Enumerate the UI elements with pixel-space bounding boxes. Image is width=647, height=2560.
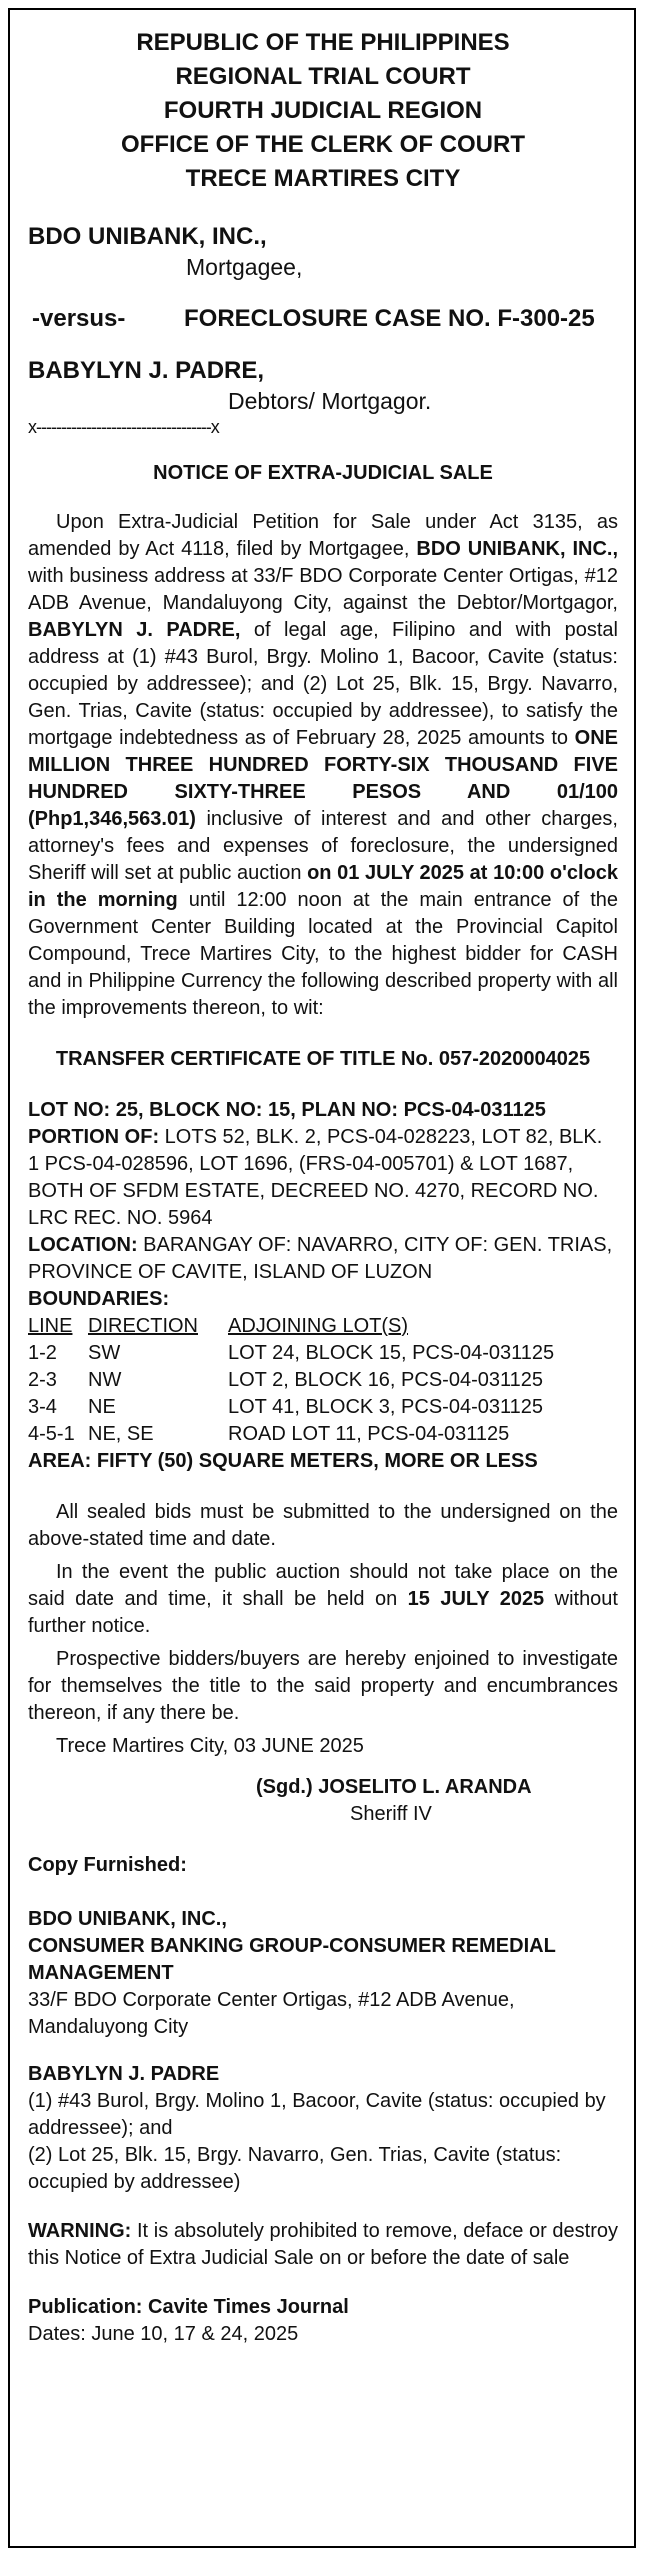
location-label: LOCATION:	[28, 1234, 138, 1256]
warning-label: WARNING:	[28, 2220, 132, 2242]
recipient-1-address: 33/F BDO Corporate Center Ortigas, #12 ADB Avenue, Mandaluyong City	[28, 1989, 515, 2038]
header-line-2: REGIONAL TRIAL COURT	[175, 63, 471, 90]
bidders-paragraph: Prospective bidders/buyers are hereby enjoined to investigate for themselves the title to the said property and encumbrances thereon, if any there be.	[28, 1648, 618, 1724]
notice-document	[28, 26, 618, 2348]
publication-label: Publication: Cavite Times Journal	[28, 2296, 349, 2318]
row-line: 2-3	[28, 1369, 57, 1391]
postponement-text-1: In the event the public auction should not take place on the said date and time, it shall be held on	[28, 1561, 618, 1610]
portion-text: LOTS 52, BLK. 2, PCS-04-028223, LOT 82, BLK. 1 PCS-04-028596, LOT 1696, (FRS-04-005701) & LOT 1687, BOTH OF SFDM ESTATE, DECREED NO. 4270, RECORD NO. LRC REC. NO. 5964	[28, 1126, 603, 1229]
case-line	[28, 304, 618, 334]
plaintiff-name: BDO UNIBANK, INC.,	[28, 223, 267, 250]
row-direction: NE, SE	[88, 1423, 154, 1445]
col-direction: DIRECTION	[88, 1315, 198, 1337]
recipient-1-department: CONSUMER BANKING GROUP-CONSUMER REMEDIAL MANAGEMENT	[28, 1935, 556, 1984]
court-header	[28, 26, 618, 196]
mortgagee-name: BDO UNIBANK, INC.,	[416, 538, 619, 560]
row-direction: NW	[88, 1369, 122, 1391]
col-line: LINE	[28, 1315, 73, 1337]
indebtedness-amount: ONE MILLION THREE HUNDRED FORTY-SIX THOUSAND FIVE HUNDRED SIXTY-THREE PESOS AND 01/100 (Php1,346,563.01)	[28, 727, 618, 830]
row-direction: NE	[88, 1396, 116, 1418]
row-adjoining: LOT 24, BLOCK 15, PCS-04-031125	[228, 1342, 555, 1364]
recipient-2-name: BABYLYN J. PADRE	[28, 2063, 220, 2085]
location	[28, 1232, 618, 1286]
table-row	[28, 1340, 618, 1367]
row-adjoining: LOT 2, BLOCK 16, PCS-04-031125	[228, 1369, 543, 1391]
table-row	[28, 1367, 618, 1394]
recipient-2-address-1: (1) #43 Burol, Brgy. Molino 1, Bacoor, Cavite (status: occupied by addressee); and	[28, 2090, 606, 2139]
tct-title: TRANSFER CERTIFICATE OF TITLE No. 057-2020004025	[55, 1048, 591, 1070]
row-line: 4-5-1	[28, 1423, 75, 1445]
body-paragraph	[28, 509, 618, 1022]
recipient-2-address-2: (2) Lot 25, Blk. 15, Brgy. Navarro, Gen. Trias, Cavite (status: occupied by addressee)	[28, 2144, 562, 2193]
case-number: FORECLOSURE CASE NO. F-300-25	[184, 305, 595, 332]
row-line: 3-4	[28, 1396, 57, 1418]
second-auction-date: 15 JULY 2025	[407, 1588, 545, 1610]
caption-separator: x-----------------------------------x	[28, 417, 219, 437]
postponement-paragraph	[28, 1559, 618, 1640]
table-row	[28, 1394, 618, 1421]
publication-dates: Dates: June 10, 17 & 24, 2025	[28, 2323, 299, 2345]
body-text-2: with business address at 33/F BDO Corporate Center Ortigas, #12 ADB Avenue, Mandaluyong City, against the Debtor/Mortgagor,	[28, 565, 618, 614]
notice-title: NOTICE OF EXTRA-JUDICIAL SALE	[153, 462, 493, 484]
auction-date: on 01 JULY 2025 at 10:00 o'clock in the morning	[28, 862, 618, 911]
body-text-1: Upon Extra-Judicial Petition for Sale under Act 3135, as amended by Act 4118, filed by Mortgagee,	[28, 511, 618, 560]
boundaries-table-header	[28, 1313, 618, 1340]
copy-furnished-label: Copy Furnished:	[28, 1854, 187, 1876]
lot-line: LOT NO: 25, BLOCK NO: 15, PLAN NO: PCS-04-031125	[28, 1099, 546, 1121]
boundaries-label: BOUNDARIES:	[28, 1288, 170, 1310]
signer-name: (Sgd.) JOSELITO L. ARANDA	[256, 1776, 532, 1798]
row-direction: SW	[88, 1342, 121, 1364]
signer-title: Sheriff IV	[350, 1803, 432, 1825]
date-line: Trece Martires City, 03 JUNE 2025	[56, 1735, 364, 1757]
table-row	[28, 1421, 618, 1448]
location-text: BARANGAY OF: NAVARRO, CITY OF: GEN. TRIAS, PROVINCE OF CAVITE, ISLAND OF LUZON	[28, 1234, 613, 1283]
portion-label: PORTION OF:	[28, 1126, 160, 1148]
warning-text: It is absolutely prohibited to remove, deface or destroy this Notice of Extra Judicial Sale on or before the date of sale	[28, 2220, 618, 2269]
row-adjoining: LOT 41, BLOCK 3, PCS-04-031125	[228, 1396, 543, 1418]
header-line-1: REPUBLIC OF THE PHILIPPINES	[136, 29, 510, 56]
plaintiff-role: Mortgagee,	[186, 254, 303, 280]
bids-paragraph: All sealed bids must be submitted to the undersigned on the above-stated time and date.	[28, 1501, 618, 1550]
header-line-5: TRECE MARTIRES CITY	[185, 165, 461, 192]
versus-label: -versus-	[32, 305, 126, 332]
row-adjoining: ROAD LOT 11, PCS-04-031125	[228, 1423, 510, 1445]
warning-notice	[28, 2218, 618, 2272]
body-text-5: until 12:00 noon at the main entrance of the Government Center Building located at the Provincial Capitol Compound, Trece Martires City, to the highest bidder for CASH and in Philippine Currency the following described property with all the improvements thereon, to wit:	[28, 889, 618, 1019]
area-line: AREA: FIFTY (50) SQUARE METERS, MORE OR LESS	[28, 1450, 538, 1472]
defendant-name: BABYLYN J. PADRE,	[28, 357, 265, 384]
body-text-3: of legal age, Filipino and with postal address at (1) #43 Burol, Brgy. Molino 1, Bacoor, Cavite (status: occupied by addressee); and (2) Lot 25, Blk. 15, Brgy. Navarro, Gen. Trias, Cavite (status: occupied by addressee), to satisfy the mortgage indebtedness as of February 28, 2025 amounts to	[28, 619, 619, 749]
body-text-4: inclusive of interest and and other charges, attorney's fees and expenses of foreclosure, the undersigned Sheriff will set at public auction	[28, 808, 618, 884]
row-line: 1-2	[28, 1342, 57, 1364]
col-adjoining: ADJOINING LOT(S)	[228, 1315, 409, 1337]
header-line-3: FOURTH JUDICIAL REGION	[163, 97, 483, 124]
recipient-1-name: BDO UNIBANK, INC.,	[28, 1908, 227, 1930]
portion-of	[28, 1124, 618, 1232]
mortgagor-name: BABYLYN J. PADRE,	[28, 619, 241, 641]
postponement-text-2: without further notice.	[28, 1588, 618, 1637]
defendant-role: Debtors/ Mortgagor.	[228, 388, 432, 414]
header-line-4: OFFICE OF THE CLERK OF COURT	[121, 131, 525, 158]
